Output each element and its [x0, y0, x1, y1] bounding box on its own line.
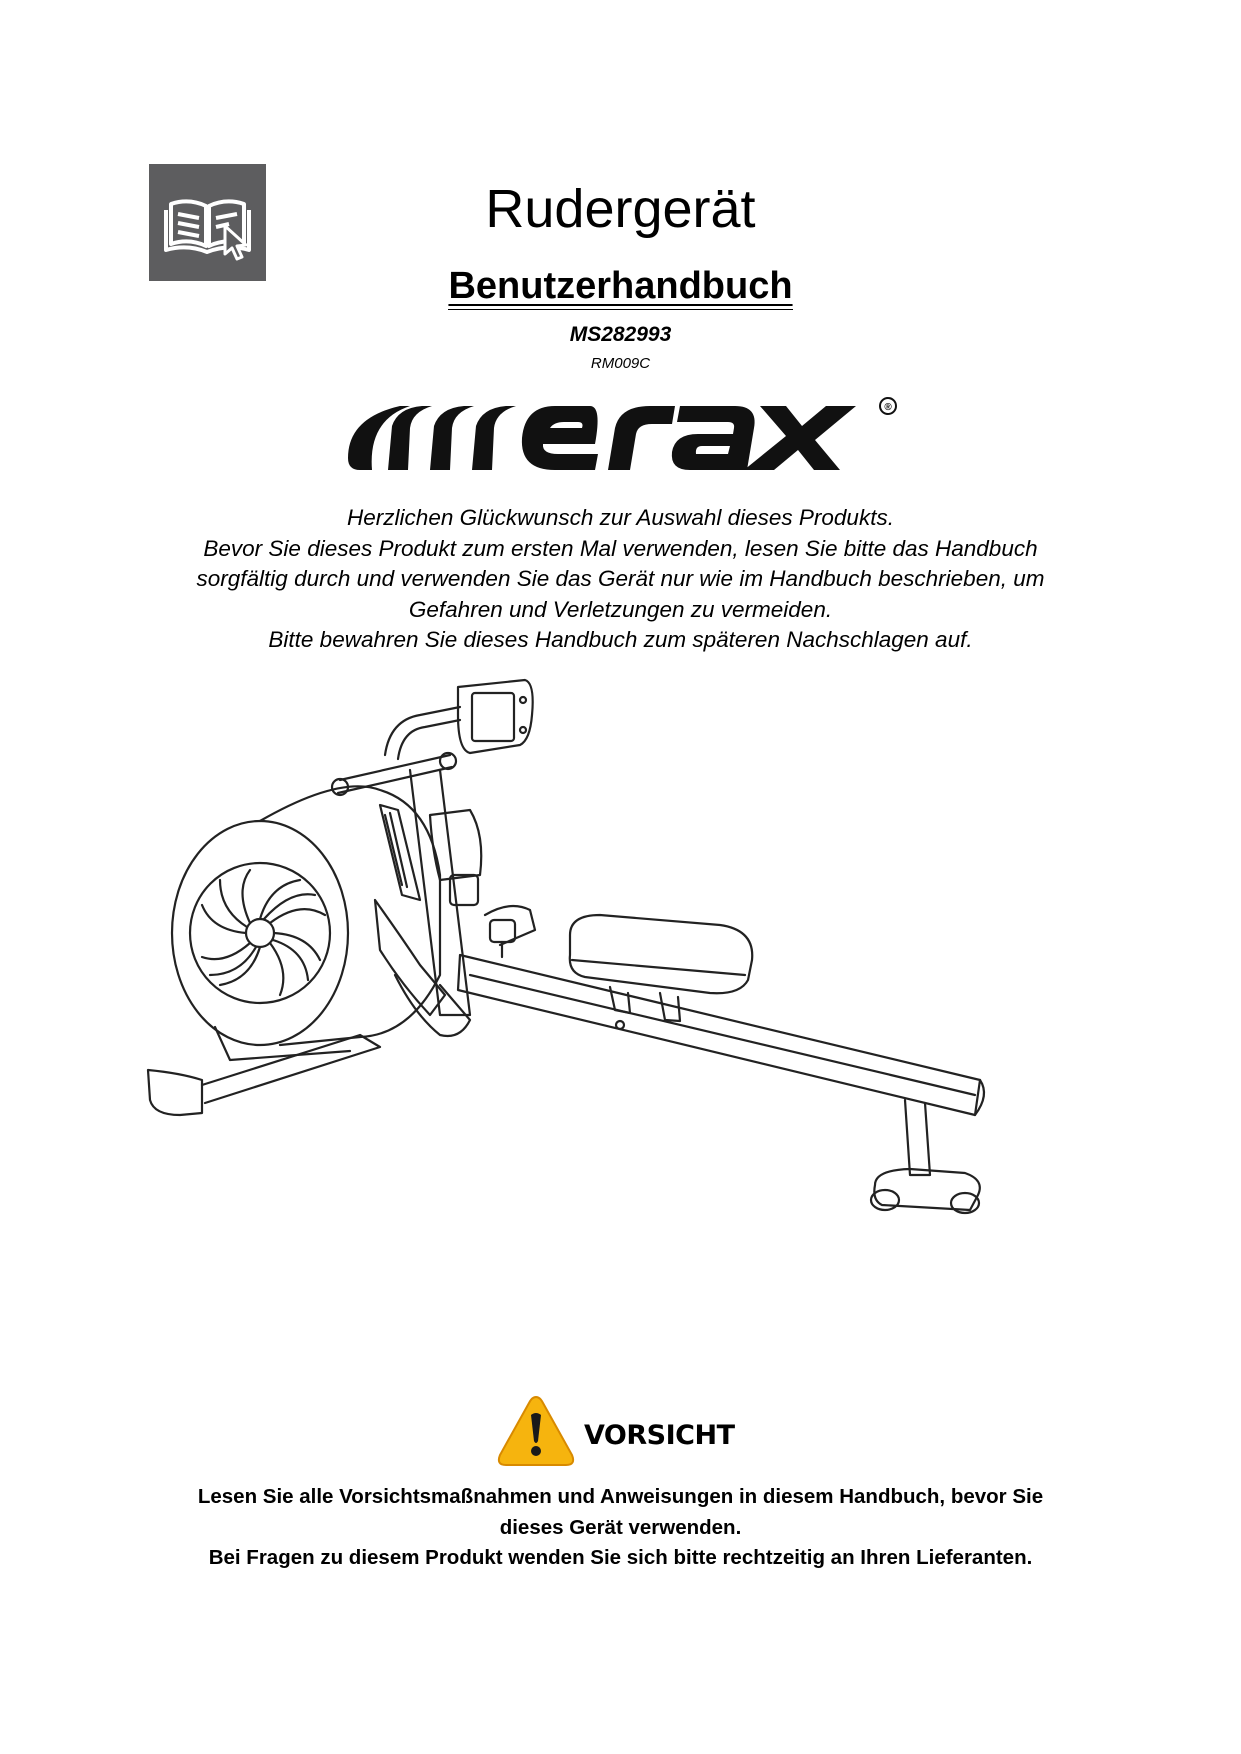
- intro-line: Herzlichen Glückwunsch zur Auswahl dieses Produkts.: [347, 505, 894, 530]
- warning-label: VORSICHT: [584, 1420, 735, 1451]
- subtitle-text: Benutzerhandbuch: [448, 265, 792, 310]
- caution-line: Lesen Sie alle Vorsichtsmaßnahmen und Anweisungen in diesem Handbuch, bevor Sie: [197, 1485, 1044, 1508]
- caution-line: dieses Gerät verwenden.: [499, 1515, 742, 1539]
- intro-line: Bitte bewahren Sie dieses Handbuch zum späteren Nachschlagen auf.: [268, 627, 973, 652]
- page-title: Rudergerät: [485, 179, 756, 239]
- intro-line: Bevor Sie dieses Produkt zum ersten Mal verwenden, lesen Sie bitte das Handbuch: [203, 535, 1038, 561]
- intro-text: [140, 503, 1101, 656]
- caution-line: Bei Fragen zu diesem Produkt wenden Sie sich bitte rechtzeitig an Ihren Lieferanten.: [208, 1546, 1033, 1569]
- rowing-machine-illustration: [140, 675, 1110, 1365]
- model-number: MS282993: [569, 323, 672, 346]
- page-subtitle: [0, 265, 1241, 308]
- warning-triangle-icon: [496, 1393, 576, 1468]
- brand-logo: [340, 378, 920, 498]
- submodel-number: RM009C: [590, 355, 651, 372]
- caution-text: [140, 1482, 1101, 1574]
- intro-line: sorgfältig durch und verwenden Sie das Gerät nur wie im Handbuch beschrieben, um: [196, 566, 1045, 591]
- registered-mark: ®: [884, 402, 892, 413]
- intro-line: Gefahren und Verletzungen zu vermeiden.: [408, 596, 833, 622]
